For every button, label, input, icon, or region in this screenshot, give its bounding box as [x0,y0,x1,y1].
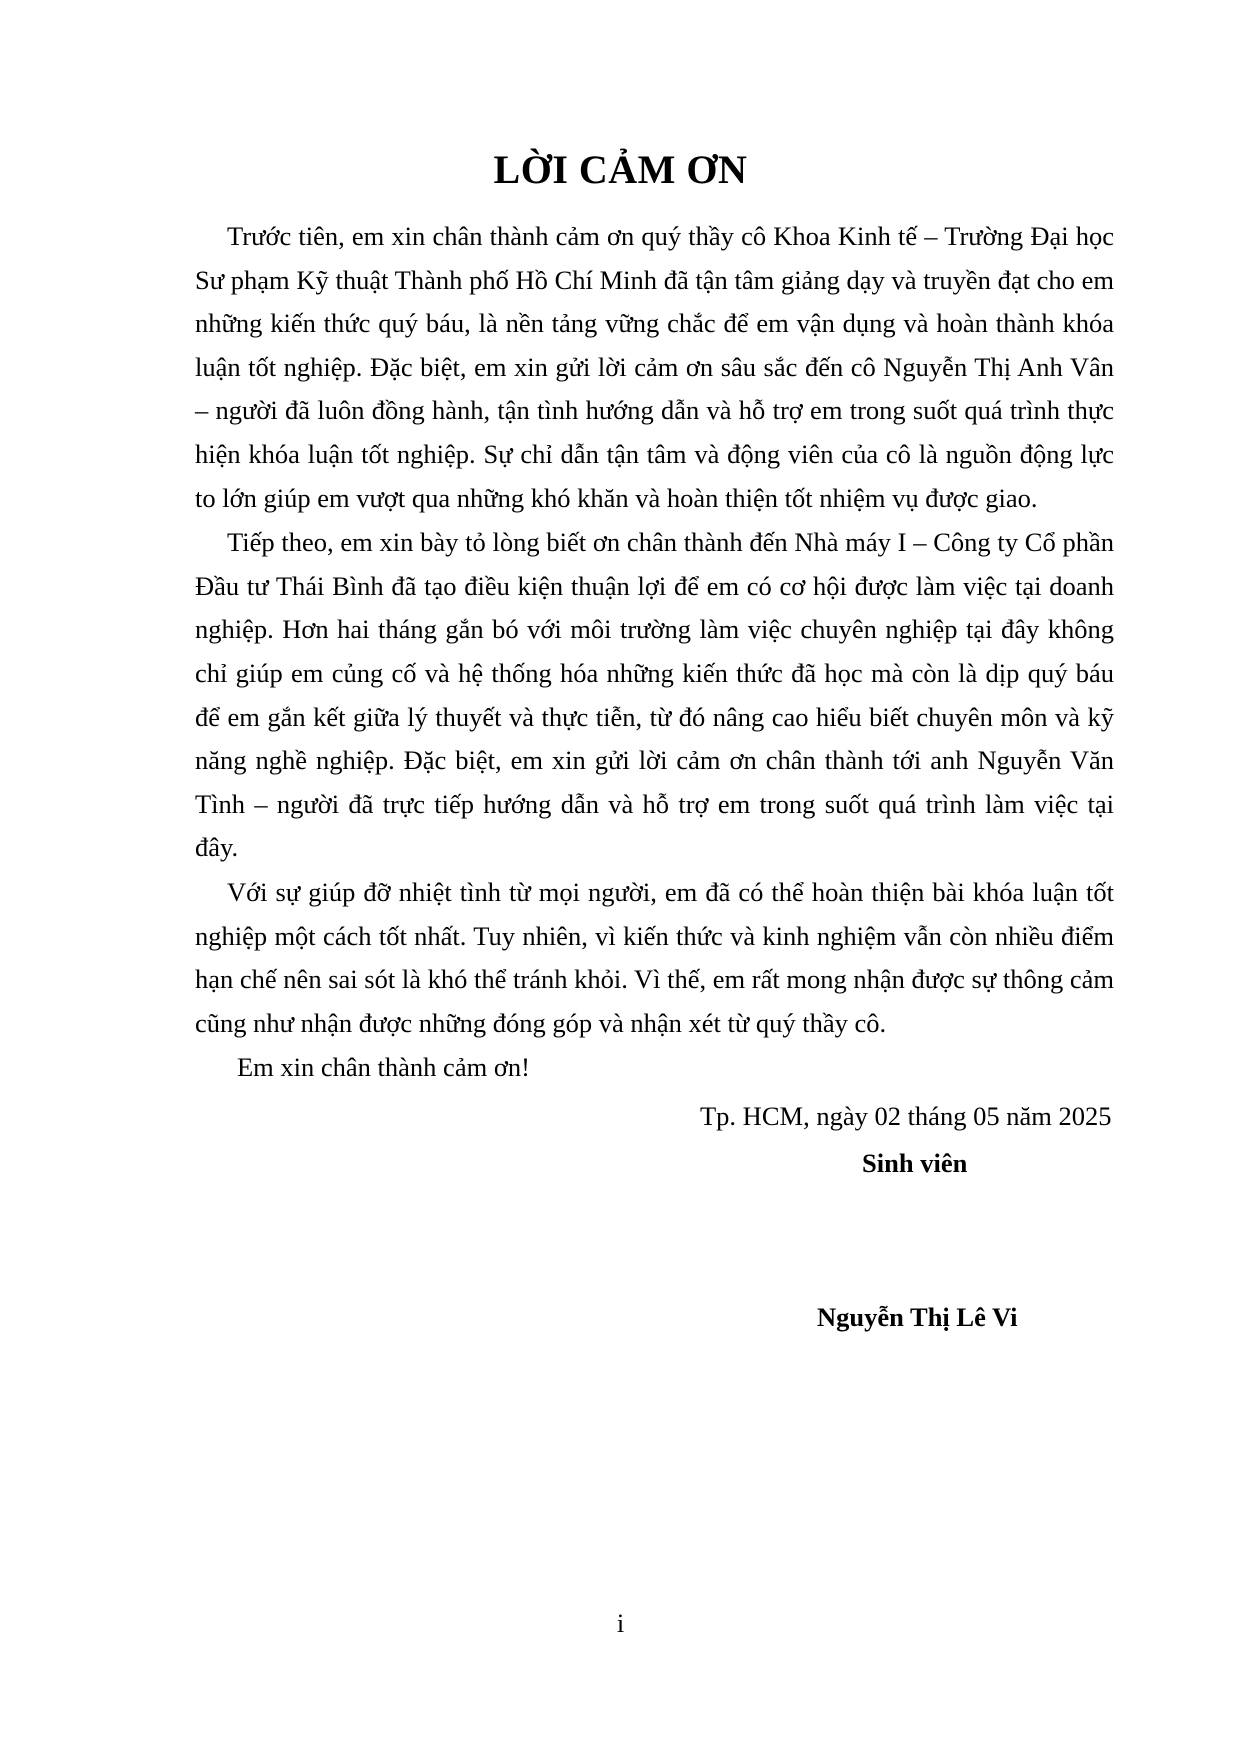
page-title: LỜI CẢM ƠN [493,147,748,192]
signer-role: Sinh viên [862,1148,968,1178]
document-body [195,215,1114,1090]
closing-line: Em xin chân thành cảm ơn! [237,1052,530,1083]
paragraph-2: Tiếp theo, em xin bày tỏ lòng biết ơn chân thành đến Nhà máy I – Công ty Cổ phần Đầu tư Thái Bình đã tạo điều kiện thuận lợi để em có cơ hội được làm việc tại doanh nghiệp. Hơn hai tháng gắn bó với môi trường làm việc chuyên nghiệp tại đây không chỉ giúp em củng cố và hệ thống hóa những kiến thức đã học mà còn là dịp quý báu để em gắn kết giữa lý thuyết và thực tiễn, từ đó nâng cao hiểu biết chuyên môn và kỹ năng nghề nghiệp. Đặc biệt, em xin gửi lời cảm ơn chân thành tới anh Nguyễn Văn Tình – người đã trực tiếp hướng dẫn và hỗ trợ em trong suốt quá trình làm việc tại đây. [195,527,1114,863]
page-number: i [616,1608,625,1638]
paragraph-3: Với sự giúp đỡ nhiệt tình từ mọi người, em đã có thể hoàn thiện bài khóa luận tốt nghiệp một cách tốt nhất. Tuy nhiên, vì kiến thức và kinh nghiệm vẫn còn nhiều điểm hạn chế nên sai sót là khó thể tránh khỏi. Vì thế, em rất mong nhận được sự thông cảm cũng như nhận được những đóng góp và nhận xét từ quý thầy cô. [195,876,1114,1038]
paragraph-1: Trước tiên, em xin chân thành cảm ơn quý thầy cô Khoa Kinh tế – Trường Đại học Sư phạm Kỹ thuật Thành phố Hồ Chí Minh đã tận tâm giảng dạy và truyền đạt cho em những kiến thức quý báu, là nền tảng vững chắc để em vận dụng và hoàn thành khóa luận tốt nghiệp. Đặc biệt, em xin gửi lời cảm ơn sâu sắc đến cô Nguyễn Thị Anh Vân – người đã luôn đồng hành, tận tình hướng dẫn và hỗ trợ em trong suốt quá trình thực hiện khóa luận tốt nghiệp. Sự chỉ dẫn tận tâm và động viên của cô là nguồn động lực to lớn giúp em vượt qua những khó khăn và hoàn thiện tốt nhiệm vụ được giao. [195,221,1114,513]
place-date: Tp. HCM, ngày 02 tháng 05 năm 2025 [700,1101,1112,1131]
signer-name: Nguyễn Thị Lê Vi [817,1302,1018,1332]
